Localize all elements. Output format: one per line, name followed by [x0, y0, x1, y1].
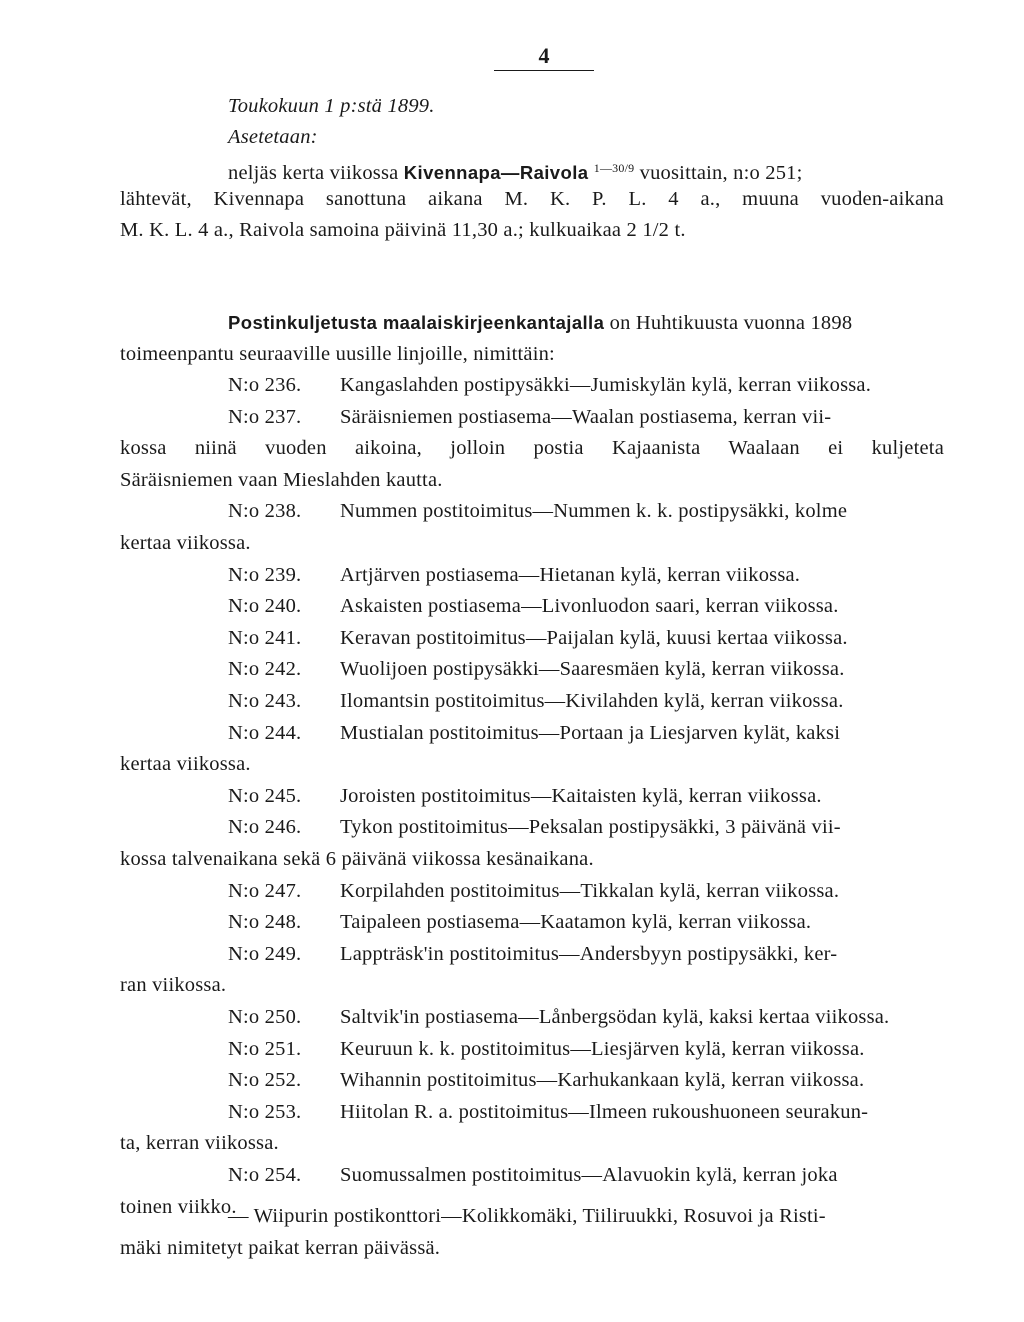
entry-line [228, 563, 946, 587]
entry-line [228, 721, 946, 745]
entry-line [228, 1005, 946, 1029]
entry-line [228, 910, 946, 934]
entry-text: Suomussalmen postitoimitus—Alavuokin kylä, kerran joka [340, 1164, 838, 1186]
entry-number: N:o 247. [228, 880, 302, 902]
entry-number: N:o 237. [228, 406, 302, 428]
intro-line-1 [228, 156, 946, 185]
entry-line [228, 1163, 946, 1187]
entry-text: Hiitolan R. a. postitoimitus—Ilmeen rukoushuoneen seurakun- [340, 1101, 869, 1123]
entry-number: N:o 249. [228, 943, 302, 965]
entry-number: N:o 240. [228, 595, 302, 617]
entry-number: N:o 243. [228, 690, 302, 712]
entry-line [228, 499, 946, 523]
entry-number: N:o 244. [228, 722, 302, 744]
entry-line [228, 784, 946, 808]
entry-number: N:o 253. [228, 1101, 302, 1123]
intro-line-2: lähtevät, Kivennapa sanottuna aikana M. K. P. L. 4 a., muuna vuoden-aikana [120, 188, 944, 210]
entry-continuation: kossa niinä vuoden aikoina, jolloin postia Kajaanista Waalaan ei kuljeteta [120, 437, 944, 459]
entry-line [228, 1068, 946, 1092]
entry-number: N:o 250. [228, 1006, 302, 1028]
closing-line-1: — Wiipurin postikonttori—Kolikkomäki, Tiiliruukki, Rosuvoi ja Risti- [228, 1205, 826, 1227]
entry-text: Keuruun k. k. postitoimitus—Liesjärven kylä, kerran viikossa. [340, 1038, 865, 1060]
intro-line-3: M. K. L. 4 a., Raivola samoina päivinä 11,30 a.; kulkuaikaa 2 1/2 t. [120, 219, 686, 241]
intro-line1-a: neljäs kerta viikossa [228, 162, 399, 184]
entry-text: Artjärven postiasema—Hietanan kylä, kerran viikossa. [340, 564, 801, 586]
entry-line [228, 1100, 946, 1124]
entry-line [228, 942, 946, 966]
entry-text: Taipaleen postiasema—Kaatamon kylä, kerran viikossa. [340, 911, 812, 933]
entry-text: Nummen postitoimitus—Nummen k. k. postipysäkki, kolme [340, 500, 848, 522]
entry-line [228, 594, 946, 618]
entry-number: N:o 245. [228, 785, 302, 807]
entry-line [228, 373, 946, 397]
entry-number: N:o 254. [228, 1164, 302, 1186]
entry-continuation: toinen viikko. [120, 1196, 237, 1218]
entry-number: N:o 246. [228, 816, 302, 838]
section-intro-bold: Postinkuljetusta maalaiskirjeenkantajalla [228, 312, 605, 333]
entry-text: Ilomantsin postitoimitus—Kivilahden kylä, kerran viikossa. [340, 690, 844, 712]
entry-line [228, 405, 946, 429]
page-number: 4 [494, 44, 594, 71]
entry-text: Tykon postitoimitus—Peksalan postipysäkki, 3 päivänä vii- [340, 816, 841, 838]
entry-continuation: kertaa viikossa. [120, 753, 251, 775]
entry-text: Säräisniemen postiasema—Waalan postiasema, kerran vii- [340, 406, 832, 428]
entry-line [228, 626, 946, 650]
entry-line [228, 879, 946, 903]
closing-line-2: mäki nimitetyt paikat kerran päivässä. [120, 1237, 441, 1259]
entry-number: N:o 252. [228, 1069, 302, 1091]
entry-line [228, 1037, 946, 1061]
entry-text: Korpilahden postitoimitus—Tikkalan kylä, kerran viikossa. [340, 880, 840, 902]
entry-number: N:o 238. [228, 500, 302, 522]
entry-text: Wuolijoen postipysäkki—Saaresmäen kylä, kerran viikossa. [340, 658, 845, 680]
entry-line [228, 689, 946, 713]
entry-text: Mustialan postitoimitus—Portaan ja Liesjarven kylät, kaksi [340, 722, 841, 744]
entry-text: Joroisten postitoimitus—Kaitaisten kylä, kerran viikossa. [340, 785, 822, 807]
section-intro-rest: on Huhtikuusta vuonna 1898 [609, 312, 853, 334]
entry-number: N:o 248. [228, 911, 302, 933]
section-intro-line-2: toimeenpantu seuraaville uusille linjoille, nimittäin: [120, 343, 555, 365]
subheading: Asetetaan: [228, 126, 318, 148]
entry-text: Saltvik'in postiasema—Lånbergsödan kylä, kaksi kertaa viikossa. [340, 1006, 890, 1028]
entry-number: N:o 239. [228, 564, 302, 586]
entry-continuation: ran viikossa. [120, 974, 227, 996]
section-intro-line-1 [228, 311, 946, 335]
entry-text: Wihannin postitoimitus—Karhukankaan kylä, kerran viikossa. [340, 1069, 865, 1091]
entry-line [228, 815, 946, 839]
intro-route: Kivennapa—Raivola [403, 162, 589, 183]
entry-continuation: kertaa viikossa. [120, 532, 251, 554]
entry-text: Askaisten postiasema—Livonluodon saari, kerran viikossa. [340, 595, 839, 617]
entry-number: N:o 236. [228, 374, 302, 396]
entry-line [228, 657, 946, 681]
date-heading: Toukokuun 1 p:stä 1899. [228, 95, 435, 117]
entry-number: N:o 242. [228, 658, 302, 680]
entry-continuation: kossa talvenaikana sekä 6 päivänä viikossa kesänaikana. [120, 848, 594, 870]
entry-continuation: Säräisniemen vaan Mieslahden kautta. [120, 469, 443, 491]
entry-continuation: ta, kerran viikossa. [120, 1132, 279, 1154]
entry-number: N:o 251. [228, 1038, 302, 1060]
entry-text: Lappträsk'in postitoimitus—Andersbyyn postipysäkki, ker- [340, 943, 838, 965]
intro-frac: 1—30/9 [593, 161, 635, 175]
entry-number: N:o 241. [228, 627, 302, 649]
intro-line1-b: vuosittain, n:o 251; [639, 162, 803, 184]
entry-text: Keravan postitoimitus—Paijalan kylä, kuusi kertaa viikossa. [340, 627, 848, 649]
entry-text: Kangaslahden postipysäkki—Jumiskylän kylä, kerran viikossa. [340, 374, 872, 396]
